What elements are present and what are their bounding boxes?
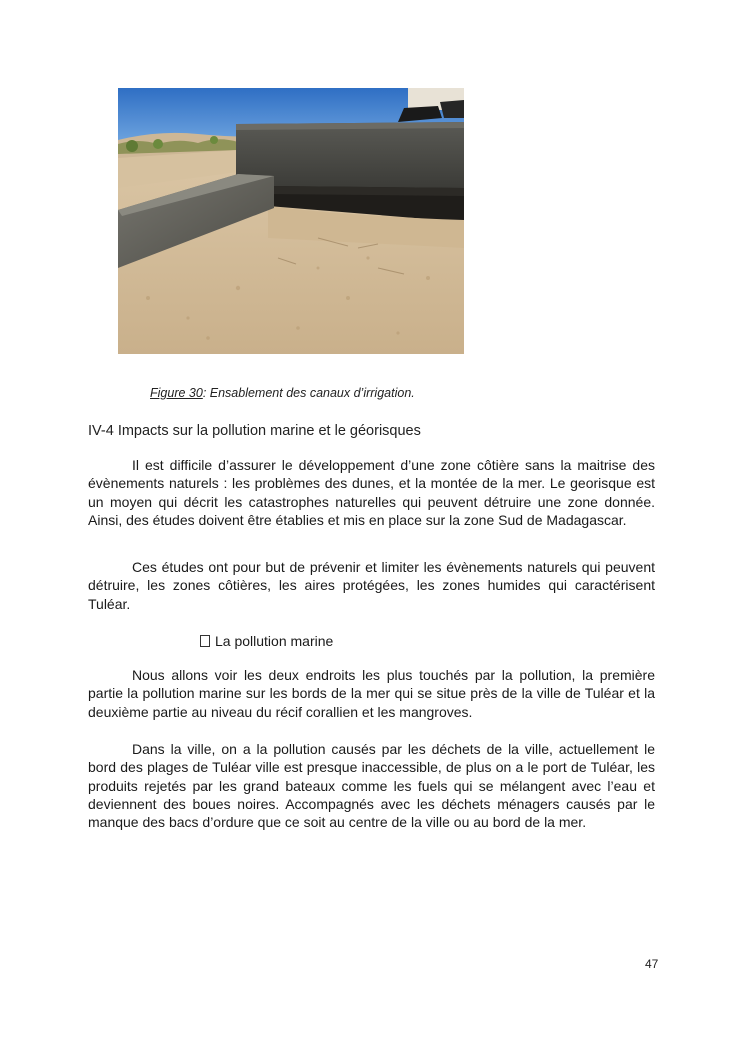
section-heading: IV-4 Impacts sur la pollution marine et le géorisques xyxy=(88,423,421,439)
paragraph: Ces études ont pour but de prévenir et limiter les évènements naturels qui peuvent détruire, les zones côtières, les aires protégées, les zones humides qui caractérisent Tuléar. xyxy=(88,559,655,612)
figure-caption xyxy=(150,386,415,400)
figure-number: Figure 30 xyxy=(150,386,203,400)
square-bullet-icon xyxy=(200,635,210,647)
page-number: 47 xyxy=(645,957,659,971)
paragraph: Dans la ville, on a la pollution causés par les déchets de la ville, actuellement le bord des plages de Tuléar ville est presque inaccessible, de plus on a le port de Tuléar, les produits rejetés par les grand bateaux comme les fuels qui se mélangent avec l’eau et deviennent des boues noires. Accompagnés avec les déchets ménagers causés par le manque des bacs d’ordure que ce soit au centre de la ville ou au bord de la mer. xyxy=(88,741,655,831)
bullet-item xyxy=(200,633,333,649)
paragraph: Il est difficile d’assurer le développement d’une zone côtière sans la maitrise des évènements naturels : les problèmes des dunes, et la montée de la mer. Le georisque est un moyen qui décrit les catastrophes naturelles qui peuvent détruire une zone donnée. Ainsi, des études doivent être établies et mis en place sur la zone Sud de Madagascar. xyxy=(88,457,655,528)
paragraph: Nous allons voir les deux endroits les plus touchés par la pollution, la première partie la pollution marine sur les bords de la mer qui se situe près de la ville de Tuléar et la deuxième partie au niveau du récif corallien et les mangroves. xyxy=(88,667,655,720)
bullet-label: La pollution marine xyxy=(215,633,334,649)
figure-photo xyxy=(118,88,464,354)
figure-caption-text: : Ensablement des canaux d’irrigation. xyxy=(202,386,415,400)
